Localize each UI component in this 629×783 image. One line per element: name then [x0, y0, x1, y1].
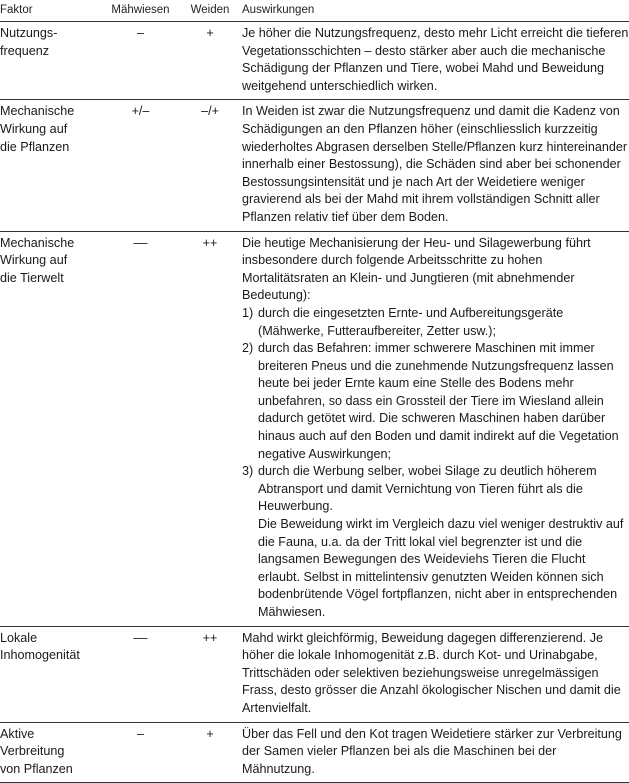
table-header-row	[0, 0, 629, 22]
row-grazing-value: ++	[181, 626, 239, 722]
effects-text: In Weiden ist zwar die Nutzungsfrequenz und damit die Kadenz von Schädigungen an den Pflanzen höher (einschliesslich kurzzeitig wiederholtes Abgrasen derselben Stelle/Pflanzen kurz hintereinander innerhalb einer Bestossung), die Schäden sind aber bei schonender Bestossungsintensität und je nach Art der Weidetiere weniger gravierend als bei der Mahd mit ihrem vollständigen Schnitt aller Pflanzen relativ tief über dem Boden.	[242, 104, 628, 224]
table-row	[0, 722, 629, 783]
header-factor: Faktor	[0, 0, 100, 22]
list-item-number: 2)	[242, 341, 254, 356]
row-factor	[0, 722, 100, 783]
row-effects	[239, 231, 629, 626]
list-item-text: durch das Befahren: immer schwerere Maschinen mit immer breiteren Pneus und die zunehmende Nutzungsfrequenz lassen heute bei jeder Ernte kaum eine Stelle des Bodens mehr unbefahren, so dass ein Grossteil der Tiere im Wiesland allein dadurch getötet wird. Die schweren Maschinen haben darüber hinaus auch auf den Boden und damit indirekt auf die Vegetation negative Auswirkungen;	[258, 341, 619, 461]
row-mowing-value: ––	[100, 231, 181, 626]
row-mowing-value: +/–	[100, 100, 181, 231]
header-grazing: Weiden	[181, 0, 239, 22]
effects-text: Über das Fell und den Kot tragen Weidetiere stärker zur Verbreitung der Samen vieler Pflanzen bei als die Maschinen bei der Mähnutzung.	[242, 726, 622, 776]
list-item-text: durch die eingesetzten Ernte- und Aufbereitungsgeräte (Mähwerke, Futteraufbereiter, Zetter usw.);	[258, 305, 564, 338]
factor-text: Nutzungs- frequenz	[0, 26, 58, 58]
effects-outro: Die Beweidung wirkt im Vergleich dazu viel weniger destruktiv auf die Fauna, u.a. da der Tritt lokal viel begrenzter ist und die langsamen Bewegungen des Weideviehs Tieren die Flucht erlaubt. Selbst in mittelintensiv genutzten Weiden können sich bodenbrütende Vögel fortpflanzen, nicht aber in entsprechenden Mähwiesen.	[258, 517, 624, 619]
list-item-number: 1)	[242, 305, 254, 320]
row-grazing-value: +	[181, 22, 239, 100]
row-mowing-value: –	[100, 722, 181, 783]
effects-text: Je höher die Nutzungsfrequenz, desto mehr Licht erreicht die tieferen Vegetationsschichten – desto stärker aber auch die mechanische Schädigung der Pflanzen und Tiere, wobei Mahd und Beweidung weitgehend unterschiedlich wirken.	[242, 26, 629, 93]
row-mowing-value: ––	[100, 626, 181, 722]
row-grazing-value: –/+	[181, 100, 239, 231]
list-item	[242, 463, 629, 516]
header-mowing: Mähwiesen	[100, 0, 181, 22]
list-item-text: durch die Werbung selber, wobei Silage zu deutlich höherem Abtransport und damit Vernichtung von Tieren führt als die Heuwerbung.	[258, 464, 597, 514]
row-mowing-value: –	[100, 22, 181, 100]
effects-intro: Die heutige Mechanisierung der Heu- und Silagewerbung führt insbesondere durch folgende Arbeitsschritte zu hohen Mortalitätsraten an Klein- und Jungtieren (mit abnehmender Bedeutung):	[242, 235, 591, 303]
table-row	[0, 626, 629, 722]
list-item-number: 3)	[242, 464, 254, 479]
row-factor	[0, 22, 100, 100]
row-factor	[0, 231, 100, 626]
table-row	[0, 22, 629, 100]
factor-text: Aktive Verbreitung von Pflanzen	[0, 726, 73, 776]
row-effects	[239, 22, 629, 100]
factor-text: Mechanische Wirkung auf die Pflanzen	[0, 104, 75, 154]
row-grazing-value: +	[181, 722, 239, 783]
row-effects	[239, 626, 629, 722]
table-row	[0, 231, 629, 626]
row-factor	[0, 100, 100, 231]
factor-text: Lokale Inhomogenität	[0, 630, 80, 663]
row-effects	[239, 722, 629, 783]
effects-text: Mahd wirkt gleichförmig, Beweidung dagegen differenzierend. Je höher die lokale Inhomogenität z.B. durch Kot- und Urinabgabe, Trittschäden oder selektiven beziehungsweise unregelmässigen Frass, desto grösser die Anzahl ökologischer Nischen und damit die Artenvielfalt.	[242, 630, 621, 715]
row-factor	[0, 626, 100, 722]
header-effects: Auswirkungen	[239, 0, 629, 22]
row-effects	[239, 100, 629, 231]
list-item	[242, 340, 629, 463]
row-grazing-value: ++	[181, 231, 239, 626]
factor-text: Mechanische Wirkung auf die Tierwelt	[0, 235, 75, 285]
list-item	[242, 305, 629, 340]
table-row	[0, 100, 629, 231]
